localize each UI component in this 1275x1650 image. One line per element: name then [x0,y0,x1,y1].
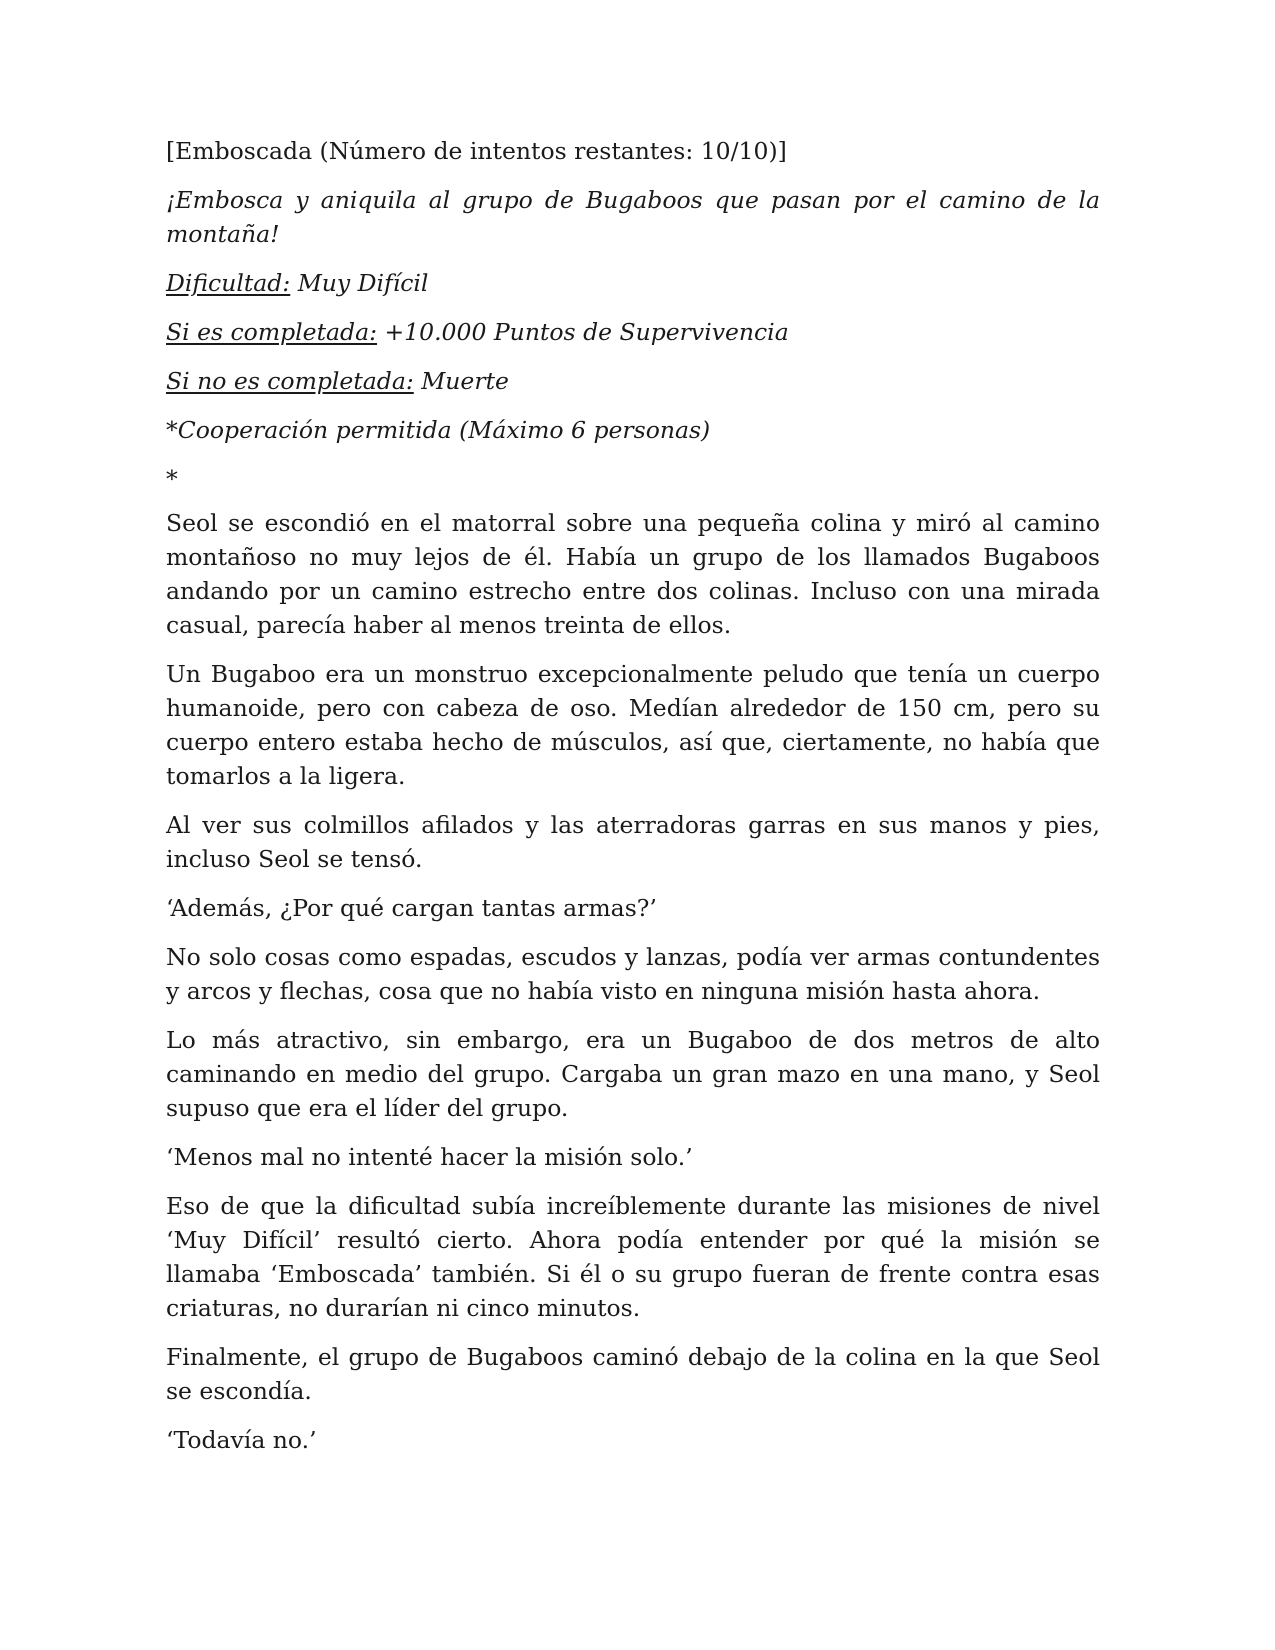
failure-label: Si no es completada: [166,367,414,395]
paragraph: Seol se escondió en el matorral sobre una pequeña colina y miró al camino montañoso no muy lejos de él. Había un grupo de los llamados Bugaboos andando por un camino estrecho entre dos colinas. Incluso con una mirada casual, parecía haber al menos treinta de ellos. [166,509,1100,639]
success-label: Si es completada: [166,318,378,346]
paragraph: Lo más atractivo, sin embargo, era un Bugaboo de dos metros de alto caminando en medio del grupo. Cargaba un gran mazo en una mano, y Seol supuso que era el líder del grupo. [166,1026,1100,1122]
difficulty-label: Dificultad: [166,269,291,297]
paragraph: Un Bugaboo era un monstruo excepcionalmente peludo que tenía un cuerpo humanoide, pero con cabeza de oso. Medían alrededor de 150 cm, pero su cuerpo entero estaba hecho de músculos, así que, ciertamente, no había que tomarlos a la ligera. [166,660,1100,790]
paragraph: ‘Además, ¿Por qué cargan tantas armas?’ [166,894,657,922]
section-separator: * [166,465,178,493]
difficulty-value: Muy Difícil [290,269,429,297]
success-value: +10.000 Puntos de Supervivencia [377,318,789,346]
failure-value: Muerte [413,367,509,395]
paragraph: ‘Menos mal no intenté hacer la misión solo.’ [166,1143,693,1171]
quest-note: *Cooperación permitida (Máximo 6 personas) [166,416,711,444]
quest-title: [Emboscada (Número de intentos restantes: 10/10)] [166,137,787,165]
paragraph: ‘Todavía no.’ [166,1426,317,1454]
quest-description: ¡Embosca y aniquila al grupo de Bugaboos que pasan por el camino de la montaña! [166,186,1100,248]
paragraph: No solo cosas como espadas, escudos y lanzas, podía ver armas contundentes y arcos y flechas, cosa que no había visto en ninguna misión hasta ahora. [166,943,1100,1005]
quest-difficulty [166,266,1100,300]
quest-success-reward [166,315,1100,349]
document-page [166,134,1100,1472]
paragraph: Finalmente, el grupo de Bugaboos caminó debajo de la colina en la que Seol se escondía. [166,1343,1100,1405]
paragraph: Al ver sus colmillos afilados y las aterradoras garras en sus manos y pies, incluso Seol se tensó. [166,811,1100,873]
quest-failure-penalty [166,364,1100,398]
paragraph: Eso de que la dificultad subía increíblemente durante las misiones de nivel ‘Muy Difícil’ resultó cierto. Ahora podía entender por qué la misión se llamaba ‘Emboscada’ también. Si él o su grupo fueran de frente contra esas criaturas, no durarían ni cinco minutos. [166,1192,1100,1322]
